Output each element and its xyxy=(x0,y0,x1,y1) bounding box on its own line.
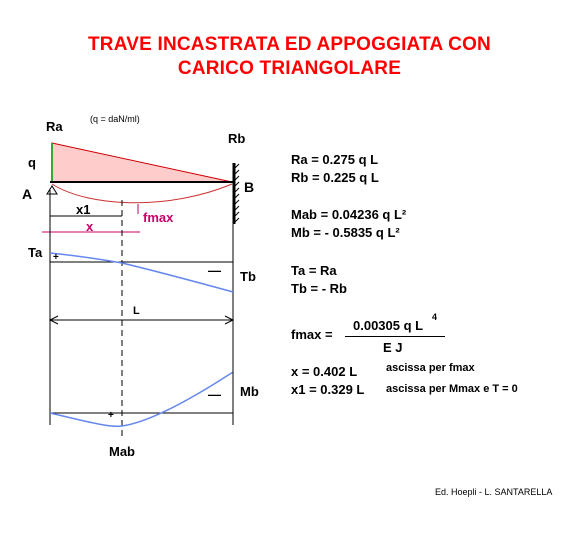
x1-label: x1 xyxy=(76,202,91,217)
triangular-load xyxy=(52,143,232,182)
load-unit-note: (q = daN/ml) xyxy=(90,114,140,124)
title-line-2: CARICO TRIANGOLARE xyxy=(177,58,402,79)
moment-curve xyxy=(50,372,233,426)
formula-mab: Mab = 0.04236 q L² xyxy=(291,207,407,222)
deflection-curve xyxy=(52,184,232,203)
moment-minus-sign: — xyxy=(208,387,221,402)
formula-fmax-exponent: 4 xyxy=(432,312,438,322)
fraction-bar xyxy=(345,336,445,337)
shear-minus-sign: — xyxy=(208,263,221,278)
q-label: q xyxy=(28,155,36,170)
rb-label: Rb xyxy=(228,131,246,146)
moment-plus-sign: + xyxy=(108,410,114,421)
formula-x: x = 0.402 L xyxy=(291,364,358,379)
formula-x1-note: ascissa per Mmax e T = 0 xyxy=(386,383,518,395)
x-label: x xyxy=(86,219,94,234)
formula-tb: Tb = - Rb xyxy=(291,281,347,296)
formula-x-note: ascissa per fmax xyxy=(386,362,475,374)
credit-text: Ed. Hoepli - L. SANTARELLA xyxy=(435,487,553,497)
formula-mb: Mb = - 0.5835 q L² xyxy=(291,225,400,240)
formula-fmax-denominator: E J xyxy=(383,340,403,355)
pin-support-icon xyxy=(47,186,57,194)
a-label: A xyxy=(22,186,33,202)
formula-x1: x1 = 0.329 L xyxy=(291,382,365,397)
fmax-label: fmax xyxy=(143,210,174,225)
wall-hatching xyxy=(235,164,239,222)
formula-fmax-numerator: 0.00305 q L xyxy=(353,318,424,333)
mab-label: Mab xyxy=(109,444,135,459)
ta-label: Ta xyxy=(28,245,43,260)
formula-fmax-label: fmax = xyxy=(291,327,333,342)
formula-rb: Rb = 0.225 q L xyxy=(291,170,379,185)
span-l-label: L xyxy=(133,305,140,317)
formula-ta: Ta = Ra xyxy=(291,263,337,278)
shear-curve xyxy=(50,253,233,292)
mb-label: Mb xyxy=(240,384,259,399)
b-label: B xyxy=(244,179,255,195)
shear-plus-sign: + xyxy=(53,252,59,263)
tb-label: Tb xyxy=(240,269,256,284)
formula-ra: Ra = 0.275 q L xyxy=(291,152,379,167)
ra-label: Ra xyxy=(46,119,63,134)
title-line-1: TRAVE INCASTRATA ED APPOGGIATA CON xyxy=(88,34,491,55)
